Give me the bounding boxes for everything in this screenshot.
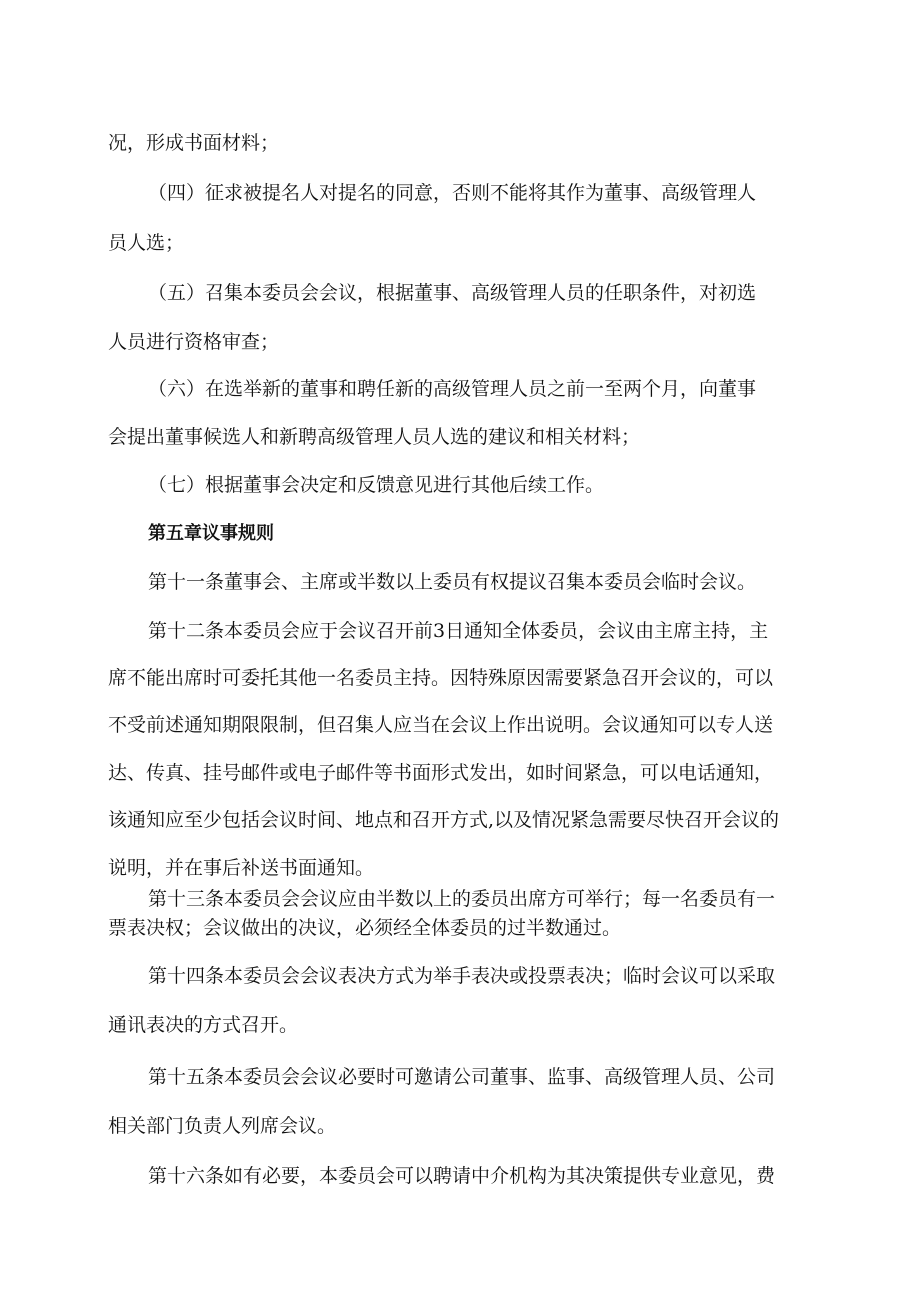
chapter-heading-text: 第五章议事规则 — [148, 523, 274, 544]
text-line-content: 会提出董事候选人和新聘高级管理人员人选的建议和相关材料； — [108, 426, 641, 448]
text-line-content: 说明，并在事后补送书面通知。 — [108, 857, 375, 879]
text-line-content: 相关部门负责人列席会议。 — [108, 1115, 337, 1137]
text-line-content: （六）在选举新的董事和聘任新的高级管理人员之前一至两个月，向董事 — [148, 378, 757, 400]
text-line-content: 第十六条如有必要，本委员会可以聘请中介机构为其决策提供专业意见，费 — [148, 1165, 776, 1187]
text-line-content: 第十一条董事会、主席或半数以上委员有权提议召集本委员会临时会议。 — [148, 571, 757, 593]
text-line-content: 员人选； — [108, 232, 185, 254]
text-line-content: 人员进行资格审查； — [108, 331, 280, 353]
text-line-content: 达、传真、挂号邮件或电子邮件等书面形式发出，如时间紧急，可以电话通知， — [108, 762, 774, 784]
text-line-content: 第十三条本委员会会议应由半数以上的委员出席方可举行；每一名委员有一 — [148, 888, 776, 910]
text-line-content: 况，形成书面材料； — [108, 132, 280, 154]
text-line-content: 第十四条本委员会会议表决方式为举手表决或投票表决；临时会议可以采取 — [148, 965, 776, 987]
text-line-content: 席不能出席时可委托其他一名委员主持。因特殊原因需要紧急召开会议的，可以 — [108, 667, 774, 689]
text-line-content: 第十二条本委员会应于会议召开前3日通知全体委员，会议由主席主持，主 — [148, 620, 769, 642]
text-line-content: （四）征求被提名人对提名的同意，否则不能将其作为董事、高级管理人 — [148, 182, 757, 204]
text-line-content: 第十五条本委员会会议必要时可邀请公司董事、监事、高级管理人员、公司 — [148, 1066, 776, 1088]
text-line-content: （五）召集本委员会会议，根据董事、高级管理人员的任职条件，对初选 — [148, 282, 757, 304]
text-line-content: 该通知应至少包括会议时间、地点和召开方式,以及情况紧急需要尽快召开会议的 — [108, 809, 780, 831]
text-line-content: （七）根据董事会决定和反馈意见进行其他后续工作。 — [148, 474, 605, 496]
text-line-content: 通讯表决的方式召开。 — [108, 1014, 299, 1036]
text-line-content: 不受前述通知期限限制，但召集人应当在会议上作出说明。会议通知可以专人送 — [108, 714, 774, 736]
text-line-content: 票表决权；会议做出的决议，必须经全体委员的过半数通过。 — [108, 917, 622, 939]
